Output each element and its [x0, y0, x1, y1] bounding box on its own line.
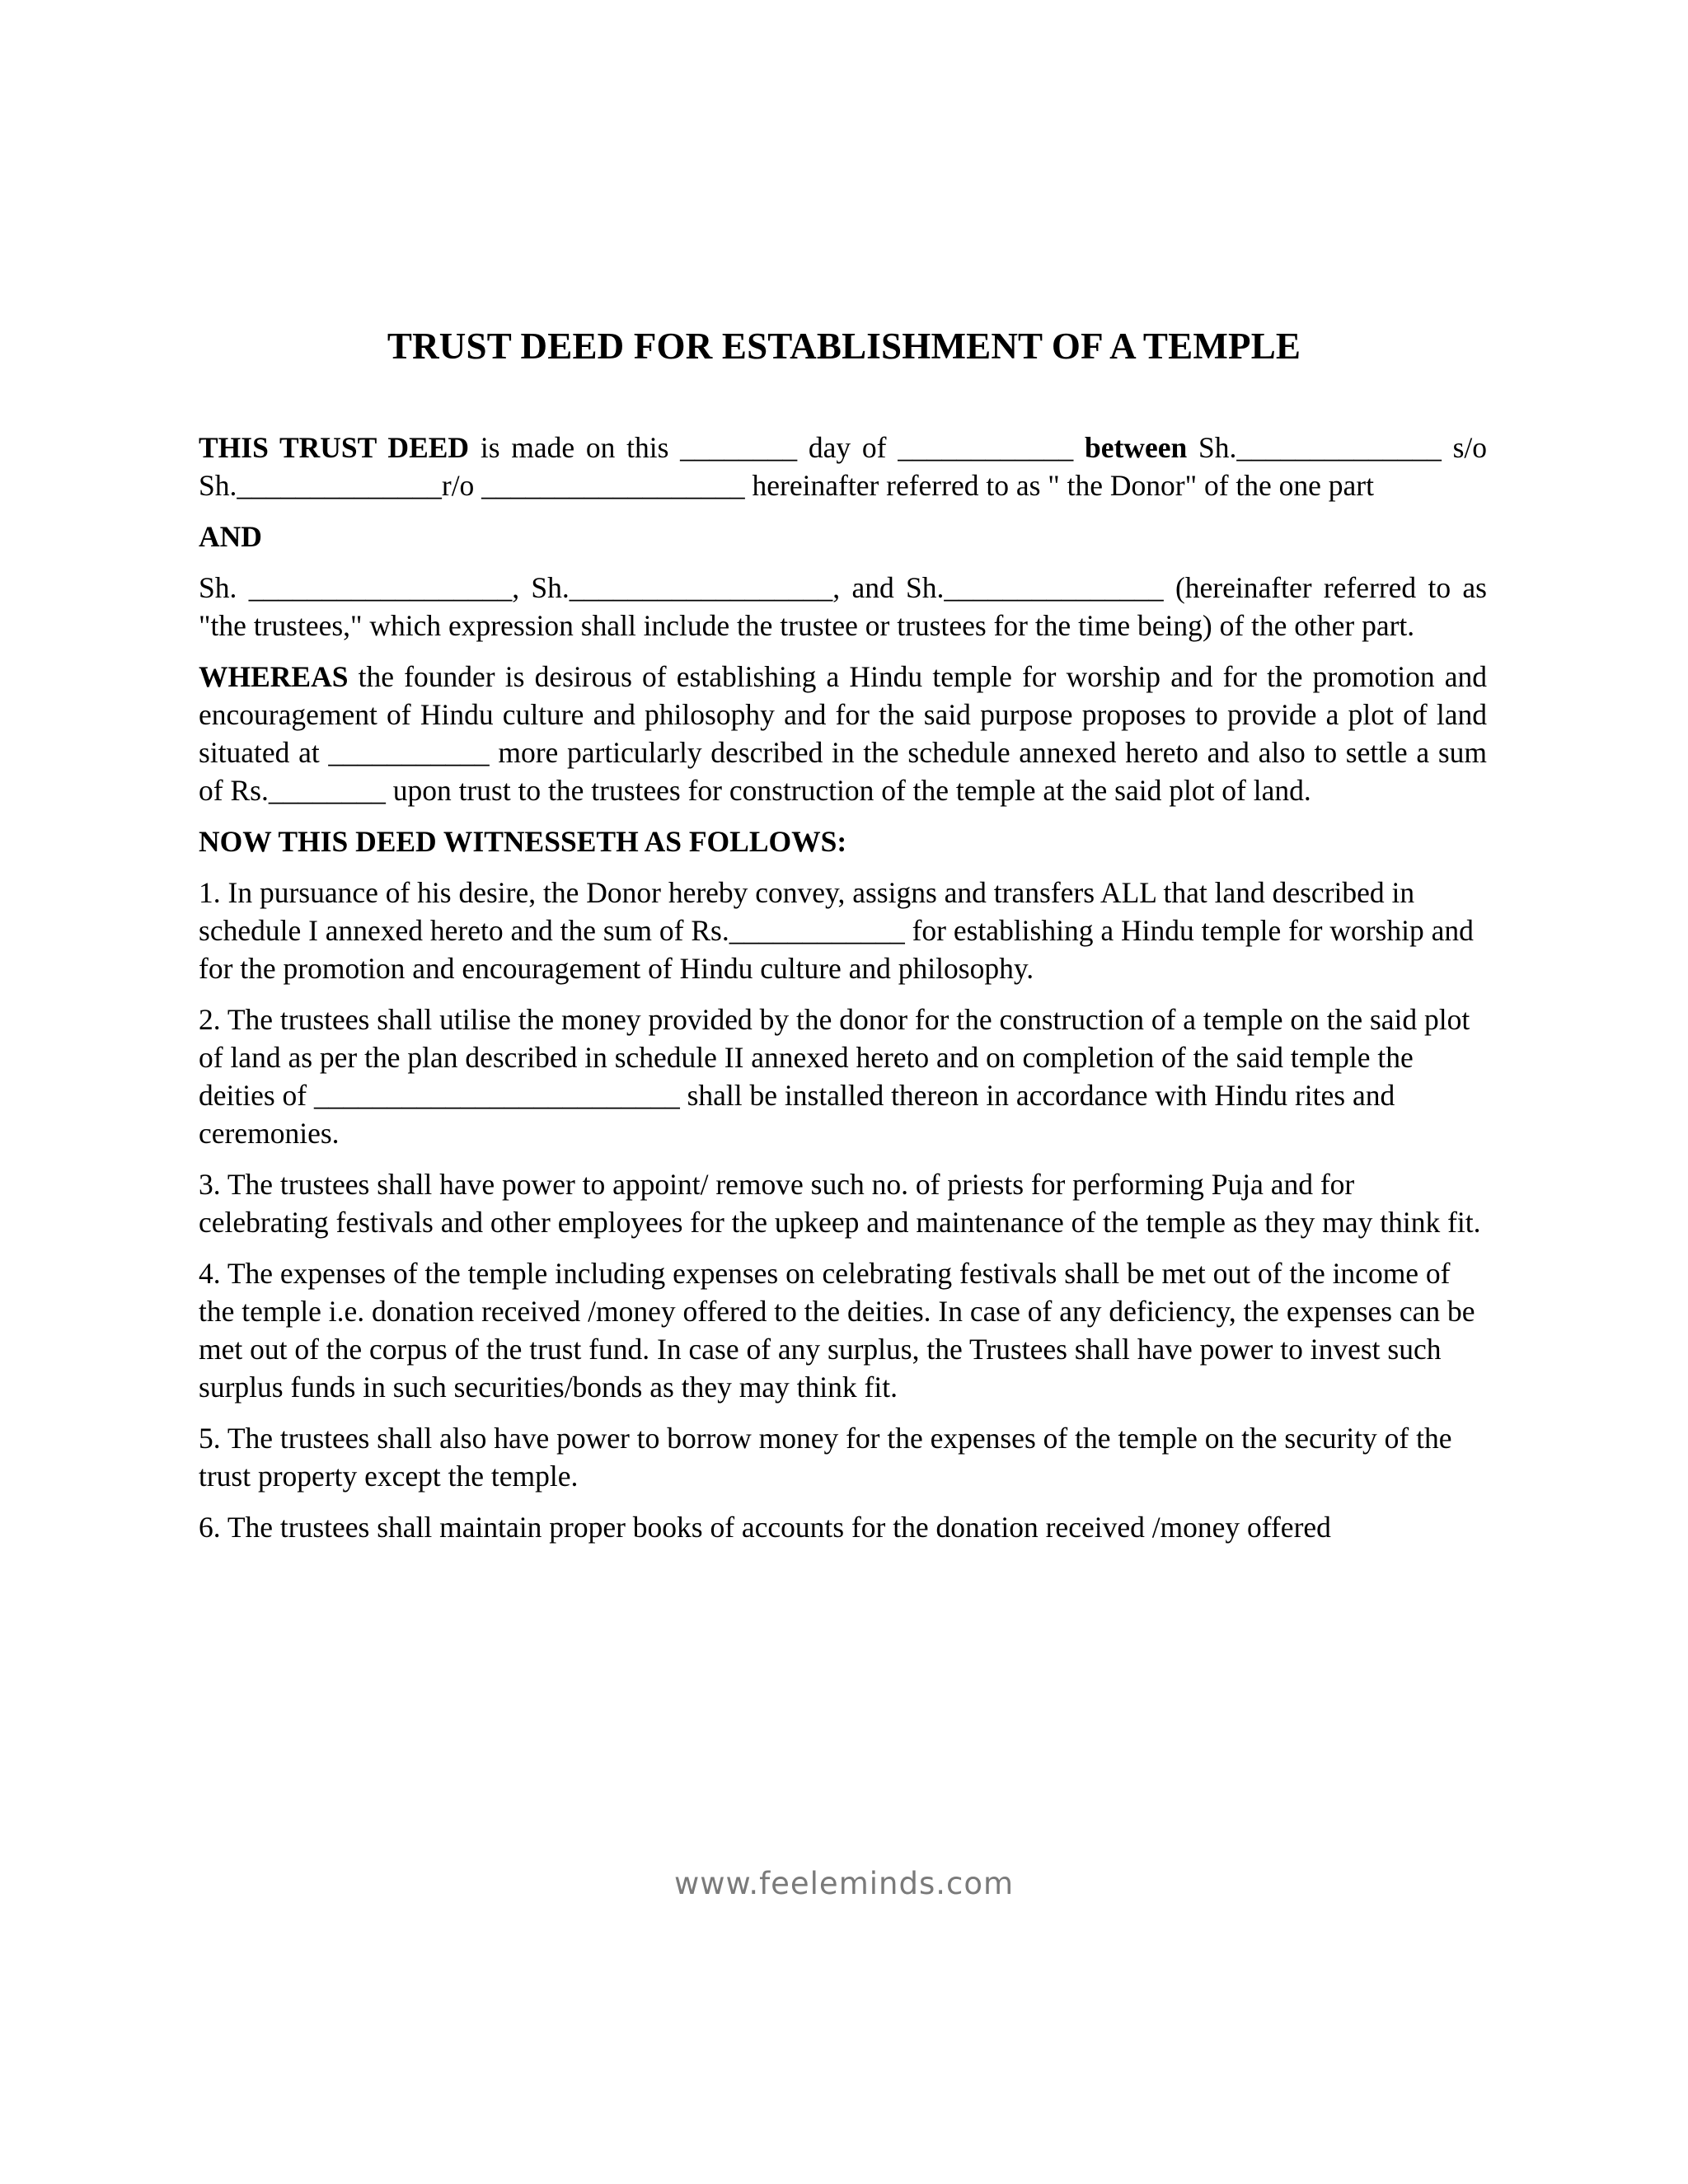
witnesseth-heading: NOW THIS DEED WITNESSETH AS FOLLOWS:: [199, 825, 847, 858]
clause-4: 4. The expenses of the temple including expenses on celebrating festivals shall be met out of the income of the temple i.e. donation received /money offered to the deities. In case of any deficiency, the expenses can be met out of the corpus of the trust fund. In case of any surplus, the Trustees shall have power to invest such surplus funds in such securities/bonds as they may think fit.: [199, 1257, 1475, 1404]
trustees-paragraph: Sh. __________________, Sh.__________________, and Sh._______________ (hereinafter referred to as "the trustees," which expression shall include the trustee or trustees for the time being) of the other part.: [199, 571, 1487, 642]
intro-bold-between: between: [1084, 431, 1188, 464]
clause-6: 6. The trustees shall maintain proper books of accounts for the donation received /money offered: [199, 1511, 1331, 1544]
footer-watermark-url: www.feeleminds.com: [673, 1866, 1015, 1901]
clause-2: 2. The trustees shall utilise the money provided by the donor for the construction of a temple on the said plot of land as per the plan described in schedule II annexed hereto and on completion of the said temple the deities of _________________________ shall be installed thereon in accordance with Hindu rites and ceremonies.: [199, 1003, 1470, 1150]
intro-text-2: Sh.______________ s/o Sh.______________r/o __________________ hereinafter referred to as " the Donor" of the one part: [199, 431, 1487, 502]
intro-paragraph: [199, 429, 1487, 504]
and-label: AND: [199, 520, 262, 553]
document-body: [199, 429, 1487, 1559]
whereas-text: the founder is desirous of establishing a Hindu temple for worship and for the promotion and encouragement of Hindu culture and philosophy and for the said purpose proposes to provide a plot of land situated at ___________ more particularly described in the schedule annexed hereto and also to settle a sum of Rs.________ upon trust to the trustees for construction of the temple at the said plot of land.: [199, 660, 1487, 807]
clause-5: 5. The trustees shall also have power to borrow money for the expenses of the temple on the security of the trust property except the temple.: [199, 1422, 1452, 1493]
intro-text-1: is made on this ________ day of ____________: [469, 431, 1085, 464]
clause-1: 1. In pursuance of his desire, the Donor hereby convey, assigns and transfers ALL that land described in schedule I annexed hereto and the sum of Rs.____________ for establishing a Hindu temple for worship and for the promotion and encouragement of Hindu culture and philosophy.: [199, 876, 1474, 985]
clause-3: 3. The trustees shall have power to appoint/ remove such no. of priests for performing Puja and for celebrating festivals and other employees for the upkeep and maintenance of the temple as they may think fit.: [199, 1168, 1481, 1239]
intro-bold-lead: THIS TRUST DEED: [199, 431, 470, 464]
whereas-paragraph: [199, 658, 1487, 809]
document-title: TRUST DEED FOR ESTABLISHMENT OF A TEMPLE: [387, 326, 1301, 367]
whereas-bold-lead: WHEREAS: [199, 660, 349, 693]
